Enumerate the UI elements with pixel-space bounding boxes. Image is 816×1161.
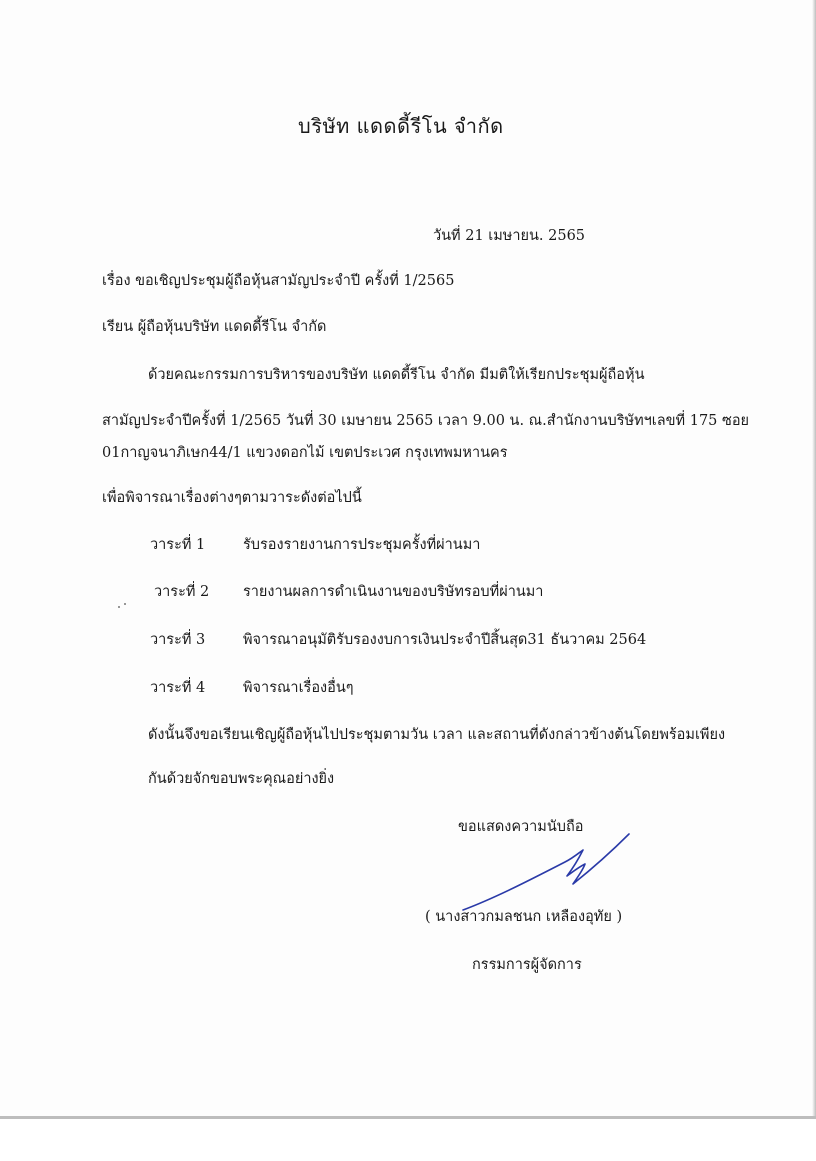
regards-line: ขอแสดงความนับถือ xyxy=(458,819,584,835)
date-line: วันที่ 21 เมษายน. 2565 xyxy=(433,228,586,244)
signer-title: กรรมการผู้จัดการ xyxy=(472,957,582,973)
company-title: บริษัท แดดดี้รีโน จำกัด xyxy=(298,114,504,138)
closing-line-1: ดังนั้นจึงขอเรียนเชิญผู้ถือหุ้นไปประชุมตามวัน เวลา และสถานที่ดังกล่าวข้างต้นโดยพร้อมเพียง xyxy=(148,727,726,743)
signer-name: ( นางสาวกมลชนก เหลืองอุทัย ) xyxy=(425,909,623,925)
scan-speck xyxy=(118,606,120,608)
closing-line-2: กันด้วยจักขอบพระคุณอย่างยิ่ง xyxy=(148,771,335,787)
agenda-text: รายงานผลการดำเนินงานของบริษัทรอบที่ผ่านมา xyxy=(243,584,544,600)
body-line-3: 01กาญจนาภิเษก44/1 แขวงดอกไม้ เขตประเวศ กรุงเทพมหานคร xyxy=(102,445,508,461)
agenda-label: วาระที่ 2 xyxy=(154,584,210,600)
body-line-1: ด้วยคณะกรรมการบริหารของบริษัท แดดดี้รีโน จำกัด มีมติให้เรียกประชุมผู้ถือหุ้น xyxy=(148,367,645,383)
scan-speck xyxy=(124,603,126,605)
subject-line: เรื่อง ขอเชิญประชุมผู้ถือหุ้นสามัญประจำปี ครั้งที่ 1/2565 xyxy=(102,273,455,289)
agenda-text: พิจารณาเรื่องอื่นๆ xyxy=(243,680,354,696)
body-line-2: สามัญประจำปีครั้งที่ 1/2565 วันที่ 30 เมษายน 2565 เวลา 9.00 น. ณ.สำนักงานบริษัทฯเลขที่ 175 ซอย xyxy=(102,413,750,429)
agenda-label: วาระที่ 3 xyxy=(150,632,206,648)
agenda-label: วาระที่ 4 xyxy=(150,680,206,696)
scan-bottom-band xyxy=(0,1119,816,1161)
agenda-intro: เพื่อพิจารณาเรื่องต่างๆตามวาระดังต่อไปนี้ xyxy=(102,490,362,506)
agenda-text: รับรองรายงานการประชุมครั้งที่ผ่านมา xyxy=(243,537,481,553)
agenda-text: พิจารณาอนุมัติรับรองงบการเงินประจำปีสิ้นสุด31 ธันวาคม 2564 xyxy=(243,632,647,648)
scan-edge-right xyxy=(812,0,816,1161)
agenda-label: วาระที่ 1 xyxy=(150,537,206,553)
recipient-line: เรียน ผู้ถือหุ้นบริษัท แดดดี้รีโน จำกัด xyxy=(102,319,327,335)
handwritten-signature xyxy=(455,828,635,918)
